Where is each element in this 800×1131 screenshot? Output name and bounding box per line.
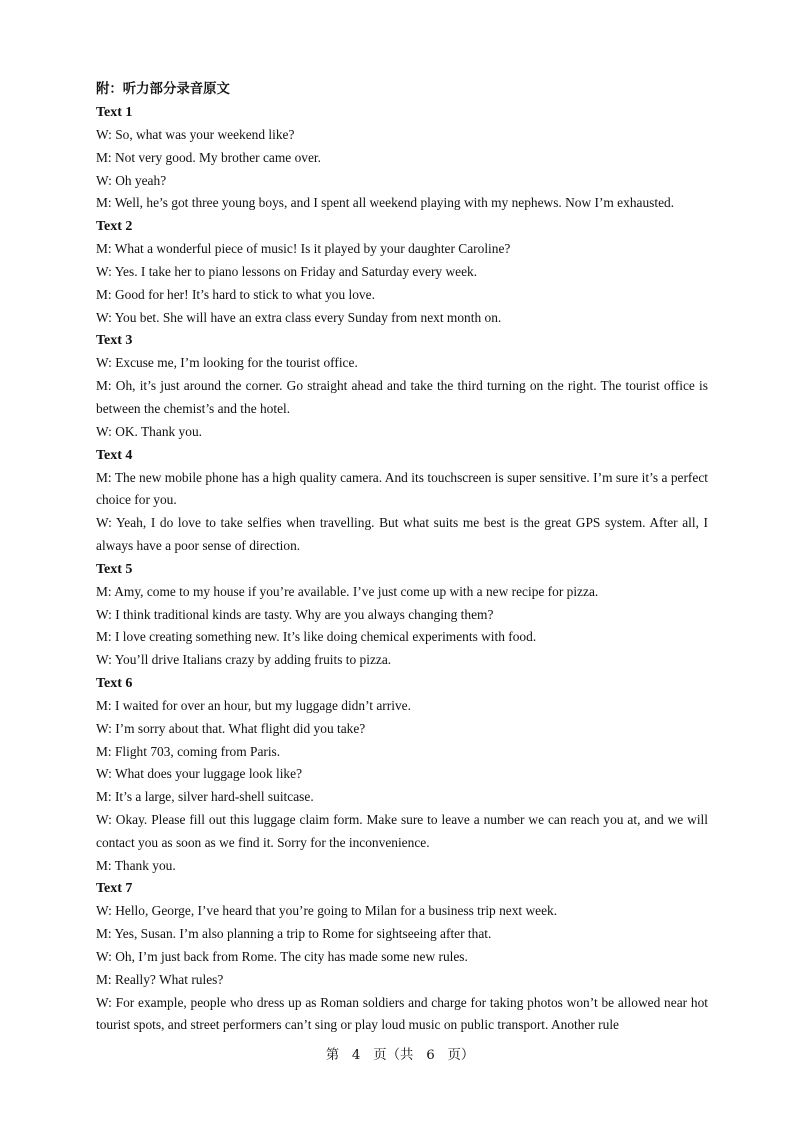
footer-page-number: 4 <box>351 1048 361 1063</box>
dialogue-line: W: Yes. I take her to piano lessons on Friday and Saturday every week. <box>96 263 478 279</box>
text-section-2 <box>96 215 708 329</box>
dialogue-line: W: Oh, I’m just back from Rome. The city has made some new rules. <box>96 948 468 964</box>
dialogue-line: W: You bet. She will have an extra class every Sunday from next month on. <box>96 309 502 325</box>
dialogue-line: M: It’s a large, silver hard-shell suitcase. <box>96 789 314 805</box>
section-title: Text 3 <box>96 333 133 349</box>
footer-suffix: 页） <box>447 1048 475 1063</box>
dialogue-line: W: Oh yeah? <box>96 172 167 188</box>
dialogue-line: W: You’ll drive Italians crazy by adding fruits to pizza. <box>96 652 392 668</box>
dialogue-line: M: What a wonderful piece of music! Is it played by your daughter Caroline? <box>96 241 511 257</box>
text-section-6 <box>96 672 708 877</box>
dialogue-line: M: Good for her! It’s hard to stick to what you love. <box>96 286 375 302</box>
dialogue-line: W: I think traditional kinds are tasty. Why are you always changing them? <box>96 606 494 622</box>
section-title: Text 6 <box>96 675 133 691</box>
page-footer <box>0 1044 800 1063</box>
text-section-1 <box>96 101 708 215</box>
text-section-3 <box>96 329 708 443</box>
dialogue-line: M: Well, he’s got three young boys, and I spent all weekend playing with my nephews. Now I’m exhausted. <box>96 195 675 211</box>
section-title: Text 2 <box>96 219 133 235</box>
dialogue-line: M: Really? What rules? <box>96 971 224 987</box>
dialogue-line: W: Yeah, I do love to take selfies when travelling. But what suits me best is the great GPS system. After all, I always have a poor sense of direction. <box>96 515 708 553</box>
dialogue-line: M: The new mobile phone has a high quality camera. And its touchscreen is super sensitive. I’m sure it’s a perfect choice for you. <box>96 469 708 508</box>
dialogue-line: W: What does your luggage look like? <box>96 766 303 782</box>
section-title: Text 5 <box>96 561 133 577</box>
footer-prefix: 第 <box>325 1048 340 1063</box>
dialogue-line: M: Amy, come to my house if you’re available. I’ve just come up with a new recipe for pizza. <box>96 583 599 599</box>
text-section-5 <box>96 558 708 672</box>
section-title: Text 4 <box>96 447 133 463</box>
dialogue-line: M: Not very good. My brother came over. <box>96 149 321 165</box>
dialogue-line: W: Excuse me, I’m looking for the tourist office. <box>96 355 358 371</box>
dialogue-line: W: Okay. Please fill out this luggage claim form. Make sure to leave a number we can reach you at, and we will contact you as soon as we find it. Sorry for the inconvenience. <box>96 811 708 850</box>
text-section-7 <box>96 877 708 1037</box>
document-heading: 附：听力部分录音原文 <box>96 82 230 97</box>
dialogue-line: M: Flight 703, coming from Paris. <box>96 743 281 759</box>
section-title: Text 1 <box>96 105 133 120</box>
text-section-4 <box>96 444 708 558</box>
dialogue-line: M: Thank you. <box>96 857 176 873</box>
section-title: Text 7 <box>96 881 133 897</box>
transcript-sections <box>96 101 708 1037</box>
dialogue-line: W: So, what was your weekend like? <box>96 127 295 142</box>
dialogue-line: M: I love creating something new. It’s like doing chemical experiments with food. <box>96 629 537 645</box>
dialogue-line: W: Hello, George, I’ve heard that you’re going to Milan for a business trip next week. <box>96 903 558 919</box>
footer-total-pages: 6 <box>426 1048 435 1063</box>
dialogue-line: M: Oh, it’s just around the corner. Go straight ahead and take the third turning on the right. The tourist office is between the chemist’s and the hotel. <box>96 378 708 416</box>
document-page <box>96 78 708 1037</box>
dialogue-line: W: I’m sorry about that. What flight did you take? <box>96 720 366 736</box>
footer-middle: 页（共 <box>373 1048 414 1063</box>
dialogue-line: M: Yes, Susan. I’m also planning a trip to Rome for sightseeing after that. <box>96 926 492 942</box>
dialogue-line: W: OK. Thank you. <box>96 423 202 439</box>
dialogue-line: M: I waited for over an hour, but my luggage didn’t arrive. <box>96 697 411 713</box>
dialogue-line: W: For example, people who dress up as Roman soldiers and charge for taking photos won’t be allowed near hot tourist spots, and street performers can’t sing or play loud music on public transport. Another rule <box>96 994 708 1033</box>
